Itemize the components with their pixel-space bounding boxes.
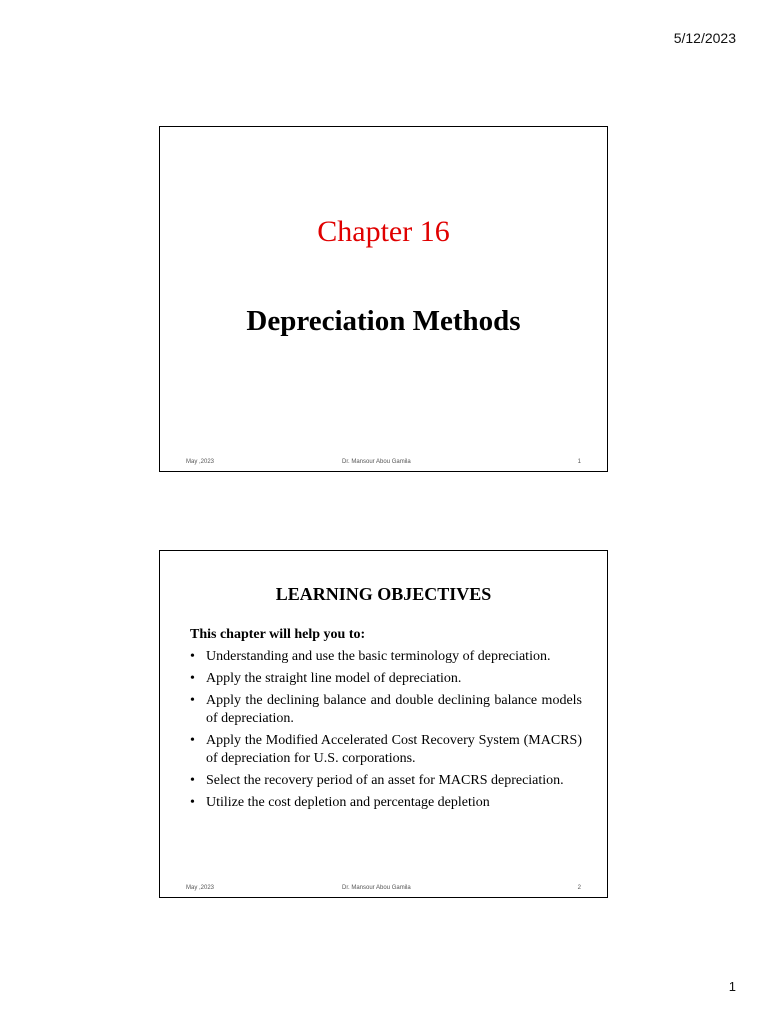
chapter-subtitle: Depreciation Methods (246, 305, 521, 337)
footer-slide-number: 2 (577, 885, 581, 891)
bullet-icon: • (190, 649, 195, 664)
objective-item: • Apply the declining balance and double declining balance models of depreciation. (190, 693, 582, 726)
bullet-icon: • (190, 773, 195, 788)
objectives-intro: This chapter will help you to: (190, 627, 366, 642)
objectives-list (190, 648, 582, 816)
footer-date: May ,2023 (186, 885, 215, 891)
page-number: 1 (728, 979, 736, 994)
objective-item: • Apply the Modified Accelerated Cost Recovery System (MACRS) of depreciation for U.S. corporations. (190, 733, 582, 766)
objectives-heading: LEARNING OBJECTIVES (275, 584, 492, 604)
bullet-icon: • (190, 795, 195, 810)
page-date: 5/12/2023 (673, 30, 736, 46)
objective-item: • Understanding and use the basic terminology of depreciation. (190, 649, 551, 664)
footer-date: May ,2023 (186, 459, 215, 465)
bullet-icon: • (190, 733, 195, 748)
slide-2-objectives (159, 550, 608, 898)
footer-slide-number: 1 (577, 459, 581, 465)
objective-item: • Utilize the cost depletion and percentage depletion (190, 795, 490, 810)
objective-item: • Select the recovery period of an asset for MACRS depreciation. (190, 773, 564, 788)
slide-1-title (159, 126, 608, 472)
bullet-icon: • (190, 693, 195, 708)
footer-author: Dr. Mansour Abou Gamila (342, 885, 411, 891)
footer-author: Dr. Mansour Abou Gamila (342, 459, 411, 465)
chapter-title: Chapter 16 (317, 215, 450, 248)
bullet-icon: • (190, 671, 195, 686)
objective-item: • Apply the straight line model of depreciation. (190, 671, 462, 686)
